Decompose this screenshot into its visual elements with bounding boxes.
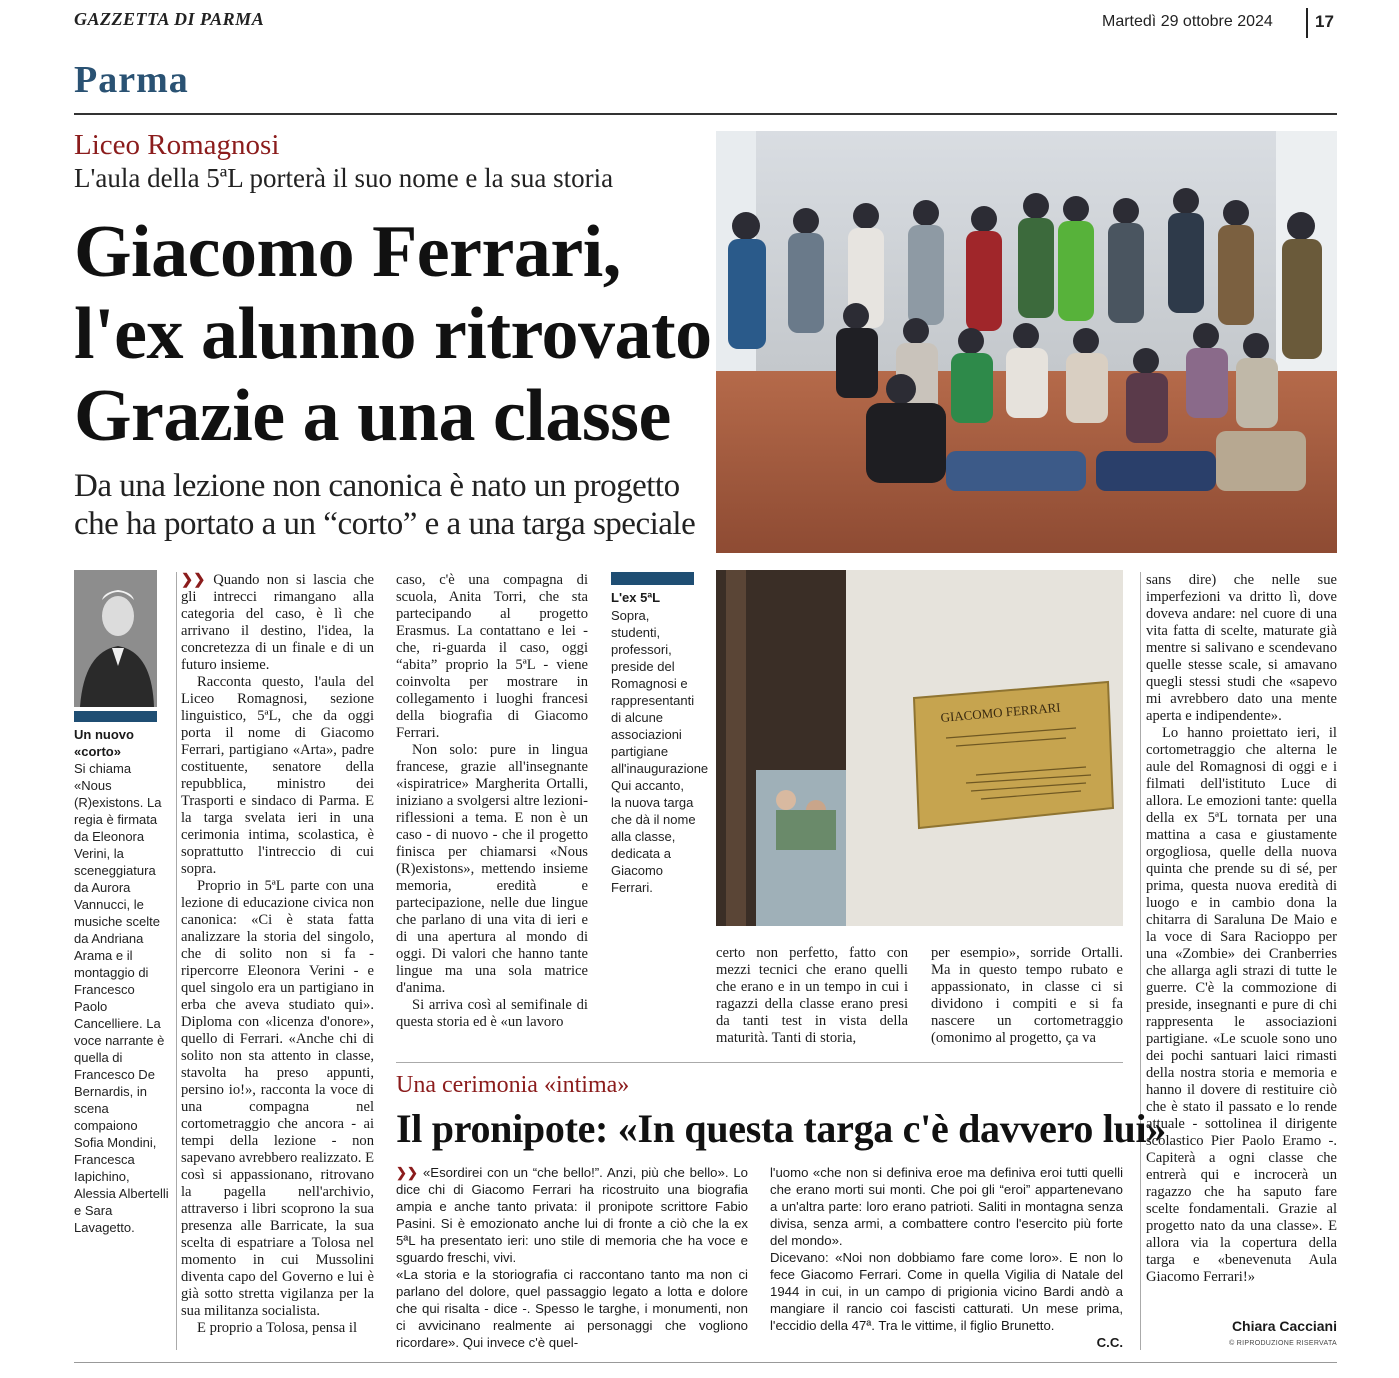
plaque-photo-illustration [716, 570, 1123, 926]
paragraph: Non solo: pure in lingua francese, grazie all'insegnante «ispiratrice» Margherita Ortalli, iniziano a svolgersi altre lezioni-riflessioni a tema. E non è un caso - di nuovo - che il progetto finisca per chiamarsi «Nous (R)existons», mettendo insieme memoria, eredità e partecipazione, nelle due lingue che parlano di una vita di ieri e di una apertura al mondo di oggi. Di valori che hanno tante lingue ma una sola matrice d'anima. [396, 742, 588, 996]
header-separator [1306, 8, 1308, 38]
story2-initials: C.C. [1096, 1335, 1123, 1350]
article-column-3 [716, 945, 908, 1047]
page-number: 17 [1315, 12, 1334, 31]
headline-line-2: l'ex alunno ritrovato [74, 293, 712, 375]
byline: Chiara Cacciani [1231, 1318, 1337, 1334]
group-photo-illustration [716, 131, 1337, 553]
sidebar-body: Si chiama «Nous (R)existons. La regia è firmata da Eleonora Verini, la sceneggiatura da Aurora Vannucci, le musiche scelte da Andriana Arama e il montaggio di Francesco Paolo Cancelliere. La voce narrante è quella di Francesco De Bernardis, in scena compaiono Sofia Mondini, Francesca Iapichino, Alessia Albertelli e Sara Lavagetto. [74, 761, 169, 1235]
paragraph: per esempio», sorride Ortalli. Ma in questo tempo rubato e appassionato, in classe ci si dividono i compiti e si fa nascere un cortometraggio (omonimo al progetto, ça va [931, 945, 1123, 1046]
article-kicker: Liceo Romagnosi [74, 129, 280, 161]
paragraph: sans dire) che nelle sue imperfezioni va dritto lì, dove doveva andare: nel cuore di una vita fatta di scelte, maturate già mentre si salivano e scendevano quelle stesse scale, si amavano quegli stessi studi che «sapevo mi avrebbero dato una mente aperta e indipendente». [1146, 572, 1337, 724]
sidebar-color-bar [74, 711, 157, 722]
paragraph-marker: ❯❯ [396, 1165, 423, 1180]
issue-date: Martedì 29 ottobre 2024 [1102, 13, 1273, 30]
caption-title: L'ex 5ªL [611, 590, 661, 605]
bottom-rule [74, 1362, 1337, 1363]
article-subkicker: L'aula della 5ªL porterà il suo nome e la sua storia [74, 163, 614, 193]
plaque-name: GIACOMO FERRARI [939, 699, 1062, 725]
headline-line-3: Grazie a una classe [74, 375, 671, 457]
section-rule [74, 113, 1337, 115]
paragraph-marker: ❯❯ [181, 572, 214, 588]
deck-line-2: che ha portato a un “corto” e a una targa speciale [74, 506, 696, 542]
deck-line-1: Da una lezione non canonica è nato un progetto [74, 468, 680, 504]
paragraph: Proprio in 5ªL parte con una lezione di educazione civica non canonica: «Ci è stata fatta analizzare la storia del singolo, che di solito non si fa - ripercorre Eleonora Verini - e quel singolo era un partigiano in erba che aveva studiato qui». Diploma con «licenza d'onore», quello di Ferrari. «Anche chi di solito non sta attento in classe, stavolta ha preso appunti, persino io!», racconta la voce di una compagna nel cortometraggio che ancora - ai tempi della lezione - non sapevano avrebbero realizzato. E così si appassionano, ritrovano la pagella nell'archivio, attraverso i libri scoprono la sua presenza alle Barricate, la sua scelta di espatriare a Tolosa nel momento in cui Mussolini diventa capo del Governo e lui è già sotto stretta vigilanza per la sua militanza socialista. [181, 878, 374, 1319]
paragraph: caso, c'è una compagna di scuola, Anita Torri, che sta partecipando al progetto Erasmus. La contattano e lei - che, ri-guarda il caso, oggi “abita” proprio la 5ªL - viene coinvolta per mostrare in collegamento i luoghi francesi della biografia di Giacomo Ferrari. [396, 572, 588, 741]
headline-line-1: Giacomo Ferrari, [74, 211, 621, 293]
article-column-1 [181, 572, 374, 1337]
sidebar-title: Un nuovo «corto» [74, 727, 134, 759]
portrait-illustration [74, 570, 157, 707]
group-photo [716, 131, 1337, 553]
masthead: GAZZETTA DI PARMA [74, 9, 265, 29]
story-divider [396, 1062, 1123, 1063]
portrait-photo [74, 570, 157, 707]
paragraph: Dicevano: «Noi non dobbiamo fare come loro». E non lo fece Giacomo Ferrari. Come in quella Vigilia di Natale del 1944 in cui, in un campo di prigionia vicino Bardi andò a mangiare il rancio coi fascisti catturati. Un mese prima, l'eccidio della 47ª. Tra le vittime, il figlio Brunetto. [770, 1250, 1123, 1333]
story2-kicker: Una cerimonia «intima» [396, 1072, 630, 1098]
plaque-photo [716, 570, 1123, 926]
paragraph: certo non perfetto, fatto con mezzi tecnici che erano quelli che erano e in un tempo in cui i ragazzi della classe erano presi da tanti test in vista della maturità. Tanti di storia, [716, 945, 908, 1046]
column-rule [176, 572, 177, 1350]
story2-column-1 [396, 1164, 748, 1351]
paragraph: «La storia e la storiografia ci raccontano tanto ma non ci parlano del dolore, quel passaggio legato a lotta e dolore che qui risalta - dice -. Spesso le targhe, i monumenti, non ci avvicinano realmente ai personaggi che vogliono ricordare». Qui invece c'è quel- [396, 1267, 748, 1350]
article-column-4 [931, 945, 1123, 1047]
paragraph: E proprio a Tolosa, pensa il [197, 1320, 358, 1336]
paragraph: Si arriva così al semifinale di questa storia ed è «un lavoro [396, 997, 588, 1030]
paragraph: l'uomo «che non si definiva eroe ma definiva eroi tutti quelli che erano morti sui monti. Che poi gli “eroi” appartenevano a un'altra parte: loro erano patrioti. Saliti in montagna senza divisa, senza armi, a combattere contro l'esercito più forte del mondo». [770, 1165, 1123, 1248]
article-column-5 [1146, 572, 1337, 1286]
caption-body: Sopra, studenti, professori, preside del Romagnosi e rappresentanti di alcune associazioni partigiane all'inaugurazione Qui accanto, la nuova targa che dà il nome alla classe, dedicata a Giacomo Ferrari. [611, 608, 709, 895]
story2-column-2 [770, 1164, 1123, 1351]
paragraph: Lo hanno proiettato ieri, il cortometraggio che alterna le aule del Romagnosi di oggi e i filmati dell'istituto Luce di allora. Le emozioni tante: quella della ex 5ªL tornata per una mattina a casa e giustamente orgogliosa, quelle della nuova quinta che prende su di sé, per prima, questa nuova eredità di luogo e in cambio dona la chitarra di Saraluna De Maio e la voce di Sara Raciopро per una «Zombie» dei Cranberries che allarga agli strazi di tutte le guerre. C'è la commozione di preside, insegnanti e pure di chi rappresenta le associazioni partigiane. «Le scuole sono uno dei pochi santuari laici rimasti della nostra storia e memoria e hanno il dovere di restituire ciò che è stato il passato e lo rende attuale - sottolinea il dirigente scolastico Pier Paolo Eramo -. Capiterà a ogni classe che entrerà qui e incrocerà un ragazzo che ha saputo fare scelte fondamentali. Grazie al progetto nato da una classe». E allora via la copertura della targa e «benevenuta Aula Giacomo Ferrari!» [1146, 725, 1337, 1285]
article-column-2 [396, 572, 588, 1031]
paragraph: Racconta questo, l'aula del Liceo Romagnosi, sezione linguistico, 5ªL, che da oggi porta il nome di Giacomo Ferrari, partigiano «Arta», padre costituente, senatore della repubblica, ministro dei Trasporti e sindaco di Parma. E la targa svelata ieri in una cerimonia intima, scolastica, è soprattutto l'intreccio di cui sopra. [181, 674, 374, 877]
copyright-notice: © RIPRODUZIONE RISERVATA [1229, 1340, 1337, 1347]
section-title: Parma [74, 59, 189, 101]
paragraph: Quando non si lascia che gli intrecci rimangano alla categoria del caso, è lì che arrivano il destino, l'idea, la concretezza di un finale e di un futuro insieme. [181, 572, 374, 673]
column-rule [1140, 572, 1141, 1350]
caption-color-bar [611, 572, 694, 585]
paragraph: «Esordirei con un “che bello!”. Anzi, più che bello». Lo dice chi di Giacomo Ferrari ha ricostruito una biografia ampia e anche tanto privata: il pronipote scrittore Fabio Pasini. Si è emozionato anche lui di fronte a ciò che la ex 5ªL ha presentato ieri: uno stile di memoria che ha voce e sguardo freschi, vivi. [396, 1165, 748, 1265]
story2-headline: Il pronipote: «In questa targa c'è davvero lui» [396, 1106, 1167, 1151]
